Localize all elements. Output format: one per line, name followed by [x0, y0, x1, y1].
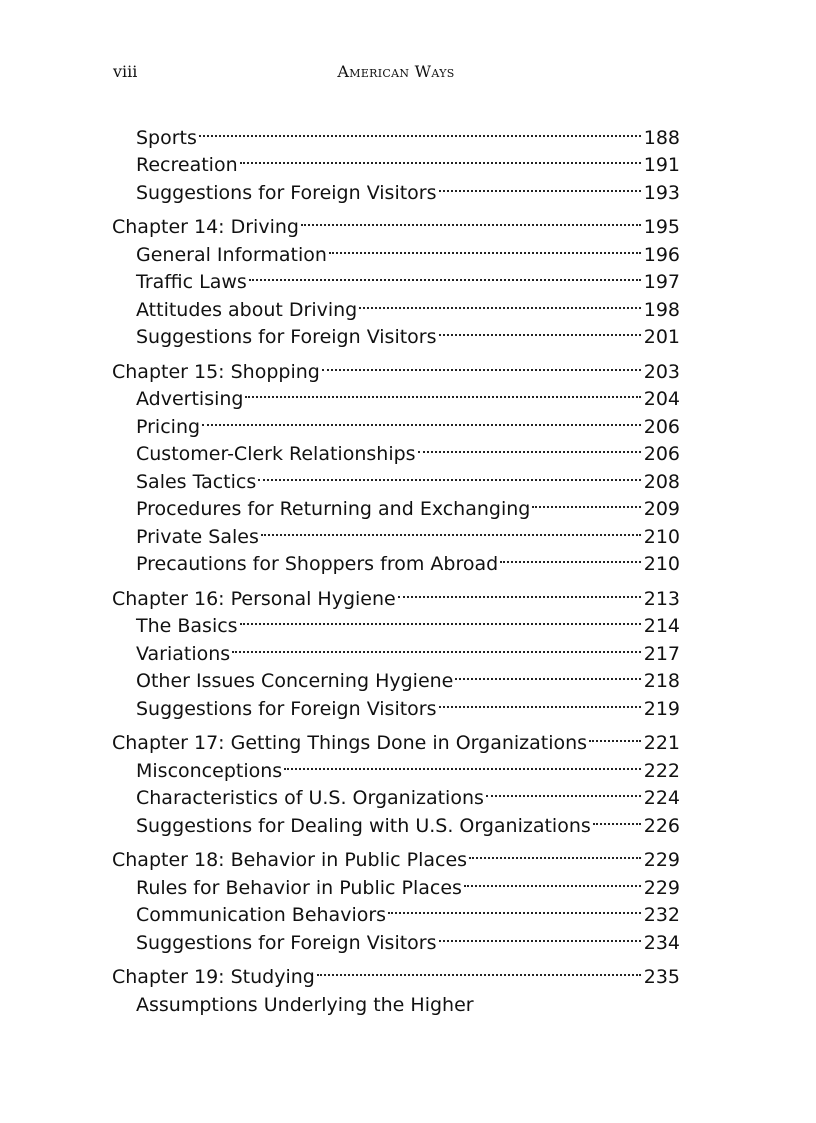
- toc-entry-title: Suggestions for Dealing with U.S. Organizations: [136, 814, 591, 837]
- toc-page-number: 197: [643, 271, 680, 293]
- toc-chapter-block: [112, 206, 680, 348]
- toc-page-number: 198: [643, 298, 680, 321]
- book-title: American Ways: [337, 62, 455, 81]
- toc-entry-title: Sports: [136, 126, 197, 149]
- dot-leader: [329, 233, 641, 261]
- toc-entry-title: Variations: [136, 642, 231, 665]
- dot-leader: [469, 839, 641, 867]
- toc-page-number: 214: [643, 615, 680, 637]
- toc-entry-title: Advertising: [136, 388, 244, 410]
- dot-leader: [455, 660, 640, 688]
- toc-page-number: 206: [643, 443, 680, 465]
- toc-chapter-block: [112, 577, 680, 720]
- toc-page-number: 232: [643, 904, 680, 926]
- toc-chapter-title: Chapter 14: Driving: [112, 216, 299, 238]
- toc-page-number: 224: [643, 787, 680, 809]
- toc-chapter-block: [112, 350, 680, 575]
- toc-page-number: 188: [643, 126, 680, 149]
- toc-page-number: 191: [643, 154, 680, 176]
- dot-leader: [593, 804, 641, 832]
- toc-chapter-title: Chapter 19: Studying: [112, 966, 315, 988]
- toc-entry: [112, 116, 680, 149]
- toc-entry-title: Pricing: [136, 415, 201, 438]
- dot-leader: [284, 749, 641, 777]
- toc-page-number: 210: [643, 525, 680, 548]
- toc-page-number: 226: [643, 814, 680, 837]
- toc-entry-title: Suggestions for Foreign Visitors: [136, 697, 437, 720]
- toc-page-number: 206: [643, 415, 680, 438]
- dot-leader: [532, 488, 640, 516]
- toc-entry-title: Attitudes about Driving: [136, 298, 358, 321]
- toc-chapter-block: [112, 722, 680, 837]
- dot-leader: [301, 206, 641, 234]
- dot-leader: [439, 687, 641, 715]
- toc-page-number: 235: [643, 966, 680, 988]
- toc-page-number: 208: [643, 470, 680, 493]
- toc-chapter-block: [112, 956, 680, 1016]
- dot-leader: [476, 983, 680, 1011]
- dot-leader: [439, 171, 641, 199]
- toc-page-number: 234: [643, 931, 680, 954]
- toc-page-number: 229: [643, 849, 680, 871]
- toc-entry-title: Communication Behaviors: [136, 904, 387, 926]
- toc-chapter-entry: [112, 577, 680, 610]
- dot-leader: [486, 777, 641, 805]
- dot-leader: [398, 577, 641, 605]
- toc-chapter-title: Chapter 16: Personal Hygiene: [112, 587, 396, 610]
- dot-leader: [245, 378, 640, 406]
- toc-entry-title: Misconceptions: [136, 759, 283, 782]
- page-folio: viii: [113, 62, 138, 81]
- toc-entry-title: Precautions for Shoppers from Abroad: [136, 553, 499, 575]
- toc-entry-title: Suggestions for Foreign Visitors: [136, 326, 437, 348]
- toc-chapter-entry: [112, 350, 680, 383]
- toc-chapter-block: [112, 839, 680, 954]
- toc-chapter-entry: [112, 956, 680, 988]
- dot-leader: [464, 866, 641, 894]
- toc-entry-title: Suggestions for Foreign Visitors: [136, 181, 437, 204]
- toc-page-number: 195: [643, 216, 680, 238]
- dot-leader: [232, 632, 641, 660]
- dot-leader: [258, 460, 641, 488]
- dot-leader: [317, 956, 641, 984]
- toc-chapter-entry: [112, 839, 680, 871]
- dot-leader: [202, 405, 641, 433]
- toc-page-number: 229: [643, 876, 680, 899]
- dot-leader: [261, 515, 641, 543]
- toc-page-number: 209: [643, 498, 680, 520]
- toc-page-number: 221: [643, 732, 680, 754]
- toc-entry-title: Procedures for Returning and Exchanging: [136, 498, 531, 520]
- toc-entry-title: Characteristics of U.S. Organizations: [136, 787, 484, 809]
- toc-page-number: 213: [643, 587, 680, 610]
- dot-leader: [439, 316, 641, 344]
- toc-page-number: 193: [643, 181, 680, 204]
- dot-leader: [439, 921, 641, 949]
- toc-chapter-entry: [112, 206, 680, 238]
- toc-chapter-title: Chapter 17: Getting Things Done in Organizations: [112, 732, 588, 754]
- dot-leader: [199, 116, 641, 144]
- toc-page-number: 218: [643, 670, 680, 692]
- toc-entry-title: Other Issues Concerning Hygiene: [136, 670, 454, 692]
- toc-entry-title: Sales Tactics: [136, 470, 257, 493]
- dot-leader: [418, 433, 641, 461]
- toc-entry-title: Assumptions Underlying the Higher: [136, 993, 474, 1016]
- dot-leader: [322, 350, 641, 378]
- toc-page-number: 203: [643, 360, 680, 383]
- dot-leader: [589, 722, 641, 750]
- toc-entry-title: Traffic Laws: [136, 271, 247, 293]
- toc-entry-title: Private Sales: [136, 525, 259, 548]
- dot-leader: [500, 543, 641, 571]
- toc-entry-title: The Basics: [136, 615, 238, 637]
- toc-page-number: 201: [643, 326, 680, 348]
- toc-page-number: 196: [643, 243, 680, 266]
- toc-entry-title: Customer-Clerk Relationships: [136, 443, 416, 465]
- toc-entry-title: Suggestions for Foreign Visitors: [136, 931, 437, 954]
- dot-leader: [240, 144, 641, 172]
- toc-chapter-title: Chapter 15: Shopping: [112, 360, 320, 383]
- toc-page-number: 217: [643, 642, 680, 665]
- toc-entry-title: Rules for Behavior in Public Places: [136, 876, 462, 899]
- toc-entry-title: Recreation: [136, 154, 238, 176]
- toc-page-number: 210: [643, 553, 680, 575]
- dot-leader: [388, 894, 641, 922]
- toc-page-number: 204: [643, 388, 680, 410]
- dot-leader: [249, 261, 641, 289]
- toc-chapter-title: Chapter 18: Behavior in Public Places: [112, 849, 468, 871]
- toc-page-number: 219: [643, 697, 680, 720]
- table-of-contents: [112, 116, 680, 1018]
- toc-page-number: 222: [643, 759, 680, 782]
- dot-leader: [359, 288, 641, 316]
- dot-leader: [240, 605, 641, 633]
- toc-entry-title: General Information: [136, 243, 327, 266]
- toc-chapter-entry: [112, 722, 680, 754]
- toc-chapter-block: [112, 116, 680, 204]
- running-head: [113, 58, 679, 88]
